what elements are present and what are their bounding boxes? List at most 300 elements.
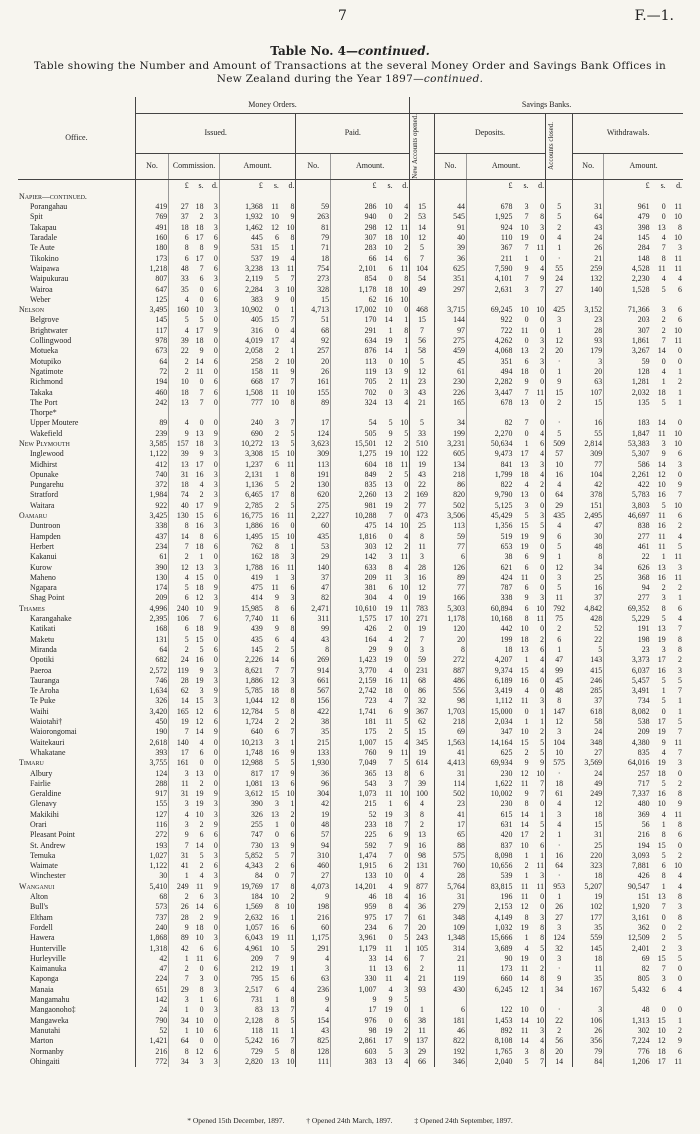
table-cell: 199 xyxy=(467,635,514,645)
table-cell: 3,506 xyxy=(434,511,466,521)
table-cell: 63 xyxy=(573,377,604,387)
table-cell: 3,495 xyxy=(135,305,168,315)
table-cell: 12 xyxy=(195,706,204,716)
table-cell: 3,491 xyxy=(604,686,651,696)
table-cell xyxy=(546,408,573,418)
table-cell: · xyxy=(546,964,573,974)
table-cell: 2 xyxy=(290,717,295,727)
table-cell: 9 xyxy=(199,449,204,459)
table-cell: 77 xyxy=(434,542,466,552)
table-cell: 8 xyxy=(199,243,204,253)
table-cell: 1,886 xyxy=(219,521,263,531)
table-cell: 110 xyxy=(467,233,514,243)
table-cell: 11 xyxy=(536,614,545,624)
table-cell xyxy=(190,408,205,418)
table-row xyxy=(18,387,683,397)
table-cell: 8 xyxy=(524,912,529,922)
table-cell: 99 xyxy=(296,624,331,634)
table-cell: 130 xyxy=(296,480,331,490)
table-cell: 14 xyxy=(410,223,435,233)
table-cell: 8 xyxy=(290,233,295,243)
office-name: Kurow xyxy=(30,562,52,572)
table-cell: 194 xyxy=(604,840,651,850)
table-cell: 309 xyxy=(296,449,331,459)
table-cell: 34 xyxy=(546,985,573,995)
table-cell: 113 xyxy=(296,459,331,469)
table-cell: 338 xyxy=(467,593,514,603)
table-cell: 1 xyxy=(661,552,666,562)
table-cell: 634 xyxy=(331,336,378,346)
table-cell: 13 xyxy=(384,366,393,376)
office-name: Pleasant Point xyxy=(30,830,75,840)
table-cell: 1 xyxy=(540,717,545,727)
table-cell: 13 xyxy=(384,1056,393,1066)
table-cell: 11 xyxy=(271,387,279,397)
table-cell: 3 xyxy=(290,552,295,562)
table-cell: 556 xyxy=(434,686,466,696)
table-cell: 144 xyxy=(434,315,466,325)
table-cell: 7 xyxy=(290,274,295,284)
table-cell: 2 xyxy=(404,212,409,222)
office-name: Ngatimote xyxy=(30,366,64,376)
table-cell: 0 xyxy=(540,1005,545,1015)
table-cell: 0 xyxy=(213,634,218,644)
table-cell: 6 xyxy=(213,387,218,397)
table-cell: 19 xyxy=(384,603,393,613)
table-cell: 14 xyxy=(520,1036,529,1046)
table-cell: 0 xyxy=(213,552,218,562)
table-cell: 0 xyxy=(213,397,218,407)
table-cell: 19 xyxy=(657,727,666,737)
table-cell: 43 xyxy=(296,635,331,645)
table-cell: 1 xyxy=(524,933,529,943)
table-cell: 2,572 xyxy=(135,665,168,675)
table-cell: 4 xyxy=(404,737,409,747)
table-cell: 9 xyxy=(331,995,378,1005)
table-cell: 1 xyxy=(546,892,573,902)
table-cell: 37 xyxy=(573,593,604,603)
table-cell: 2,101 xyxy=(331,264,378,274)
table-cell: 494 xyxy=(467,367,514,377)
table-cell xyxy=(573,995,604,1005)
table-cell: 4,262 xyxy=(467,336,514,346)
table-cell: 420 xyxy=(467,830,514,840)
table-cell: 1,027 xyxy=(135,851,168,861)
table-cell: 12 xyxy=(546,717,573,727)
table-cell: 16 xyxy=(573,418,604,428)
office-name: Whakatane xyxy=(30,747,66,757)
table-cell: 9 xyxy=(540,274,545,284)
table-cell: 367 xyxy=(410,707,435,717)
table-cell: 3,612 xyxy=(219,789,263,799)
table-cell: 4 xyxy=(290,253,295,263)
table-cell: 3 xyxy=(290,572,295,582)
table-cell: 302 xyxy=(604,1026,651,1036)
table-cell: 3 xyxy=(573,1005,604,1015)
table-cell: 3 xyxy=(410,552,435,562)
table-cell: 20 xyxy=(573,367,604,377)
table-cell: 11 xyxy=(400,552,409,562)
table-cell: 1 xyxy=(290,737,295,747)
table-cell: 15 xyxy=(195,511,204,521)
table-cell: 4 xyxy=(388,984,393,994)
table-cell: 8 xyxy=(169,243,190,253)
table-cell: 419 xyxy=(219,573,263,583)
table-cell: 52 xyxy=(573,624,604,634)
table-cell: 1,122 xyxy=(135,861,168,871)
table-cell: 3 xyxy=(213,222,218,232)
table-cell: 10 xyxy=(400,418,409,428)
table-cell: 17 xyxy=(271,881,279,891)
table-cell: 1 xyxy=(678,1015,682,1025)
table-cell: 0 xyxy=(290,294,295,304)
table-row xyxy=(18,480,683,490)
table-cell: 614 xyxy=(410,758,435,768)
table-cell: 3 xyxy=(540,696,545,706)
office-name: Marton xyxy=(30,1036,54,1046)
table-cell xyxy=(280,192,296,202)
table-cell: 1,915 xyxy=(331,861,378,871)
table-cell: 14 xyxy=(384,346,393,356)
table-cell: 5 xyxy=(404,428,409,438)
table-cell: 5 xyxy=(678,953,682,963)
table-cell: 5 xyxy=(410,243,435,253)
table-cell: 1 xyxy=(410,1005,435,1015)
office-name: Mangamahu xyxy=(30,995,70,1005)
table-cell: 7 xyxy=(199,263,204,273)
table-cell: 15 xyxy=(657,840,666,850)
table-cell: 21 xyxy=(434,954,466,964)
table-cell: 1,356 xyxy=(467,521,514,531)
table-cell: 15 xyxy=(195,572,204,582)
table-cell: 8 xyxy=(678,634,682,644)
table-cell xyxy=(513,192,529,202)
table-cell: 113 xyxy=(331,356,378,366)
table-cell: 36 xyxy=(296,768,331,778)
table-cell: 291 xyxy=(331,326,378,336)
table-cell: 9 xyxy=(290,366,295,376)
table-cell: 5 xyxy=(661,284,666,294)
table-cell: 2 xyxy=(678,655,682,665)
table-cell: 16 xyxy=(195,521,204,531)
table-cell: 160 xyxy=(169,305,190,315)
table-cell: 7,881 xyxy=(604,861,651,871)
table-cell: 30 xyxy=(573,532,604,542)
table-cell: 57 xyxy=(546,449,573,459)
table-cell: 177 xyxy=(573,913,604,923)
table-cell: 8 xyxy=(661,603,666,613)
table-cell: 11 xyxy=(286,511,295,521)
office-name: Herbert xyxy=(30,541,55,551)
table-cell: 9 xyxy=(388,428,393,438)
table-cell: 8 xyxy=(524,799,529,809)
table-cell: 4 xyxy=(404,397,409,407)
table-cell: 19 xyxy=(169,717,190,727)
table-cell: 9 xyxy=(524,758,529,768)
table-cell: 975 xyxy=(331,913,378,923)
table-cell: 7 xyxy=(540,789,545,799)
table-cell: 356 xyxy=(573,1036,604,1046)
table-row xyxy=(18,737,683,747)
table-cell: 4 xyxy=(546,521,573,531)
table-cell: 10 xyxy=(271,212,279,222)
table-cell: 2,618 xyxy=(135,737,168,747)
table-cell xyxy=(394,192,410,202)
table-cell: 236 xyxy=(296,985,331,995)
table-cell: 7 xyxy=(290,665,295,675)
table-row xyxy=(18,974,683,984)
table-cell: 914 xyxy=(296,665,331,675)
table-cell: 240 xyxy=(169,604,190,614)
table-cell: 13 xyxy=(271,439,279,448)
table-cell: 18 xyxy=(195,202,204,212)
table-cell: 6 xyxy=(524,583,529,593)
table-cell: 122 xyxy=(467,1005,514,1015)
table-cell: 93 xyxy=(573,336,604,346)
table-cell: 41 xyxy=(434,810,466,820)
table-cell: 42 xyxy=(296,799,331,809)
table-cell: 2,119 xyxy=(219,274,263,284)
table-cell: 475 xyxy=(219,583,263,593)
table-cell: 119 xyxy=(169,665,190,675)
table-cell: 14,164 xyxy=(467,737,514,747)
table-cell: 9,374 xyxy=(467,665,514,675)
table-row xyxy=(18,840,683,850)
table-cell: 307 xyxy=(331,233,378,243)
table-cell: 16 xyxy=(271,562,279,572)
table-cell: 0 xyxy=(404,511,409,521)
table-cell: 140 xyxy=(169,737,190,747)
table-cell: 7 xyxy=(404,912,409,922)
table-cell: 198 xyxy=(604,635,651,645)
table-cell: 10 xyxy=(195,603,204,613)
table-cell: 1,748 xyxy=(219,748,263,758)
table-cell: 837 xyxy=(467,840,514,850)
table-cell: 19 xyxy=(384,655,393,665)
table-cell: 10 xyxy=(400,449,409,459)
table-cell: 145 xyxy=(573,943,604,953)
table-cell: 124 xyxy=(135,768,168,778)
table-cell: 3 xyxy=(678,902,682,912)
table-cell: 19 xyxy=(520,541,529,551)
table-cell: 1,932 xyxy=(219,212,263,222)
table-cell: 7 xyxy=(410,954,435,964)
table-cell: 486 xyxy=(434,676,466,686)
table-cell: 6,043 xyxy=(219,933,263,943)
table-cell: 4 xyxy=(169,573,190,583)
office-name: Timaru xyxy=(19,758,44,768)
table-cell: 66 xyxy=(331,254,378,264)
table-cell: 91 xyxy=(434,223,466,233)
office-name: Alton xyxy=(30,892,48,902)
table-cell: 760 xyxy=(434,861,466,871)
table-cell: 0 xyxy=(404,593,409,603)
table-cell: 66 xyxy=(410,1057,435,1067)
table-row xyxy=(18,892,683,902)
table-cell: 13 xyxy=(520,397,529,407)
table-cell: 4 xyxy=(388,593,393,603)
table-cell: 661 xyxy=(296,676,331,686)
table-cell: 5 xyxy=(546,583,573,593)
office-name: Orari xyxy=(30,819,47,829)
office-name: Collingwood xyxy=(30,336,72,346)
table-cell: 167 xyxy=(573,985,604,995)
table-cell: 3 xyxy=(213,665,218,675)
table-cell: 17 xyxy=(271,768,279,778)
table-cell: 15,666 xyxy=(467,933,514,943)
office-name: Te Puke xyxy=(30,696,56,706)
table-cell: 13 xyxy=(384,768,393,778)
table-cell: 2 xyxy=(404,490,409,500)
table-subtitle-continued: continued. xyxy=(423,73,484,85)
table-cell: 734 xyxy=(604,696,651,706)
table-cell: 285 xyxy=(573,686,604,696)
table-cell: 2 xyxy=(678,850,682,860)
table-row xyxy=(18,954,683,964)
table-cell: 140 xyxy=(573,284,604,294)
table-cell: 9 xyxy=(388,747,393,757)
table-cell: 156 xyxy=(296,696,331,706)
table-cell: 760 xyxy=(331,748,378,758)
table-cell xyxy=(546,995,573,1005)
table-cell: 23 xyxy=(604,645,651,655)
table-cell: · xyxy=(546,1005,573,1015)
table-cell: 9 xyxy=(213,686,218,696)
table-cell: 0 xyxy=(678,469,682,479)
table-cell: 961 xyxy=(604,202,651,212)
table-cell: 2,128 xyxy=(219,1015,263,1025)
table-cell: 4 xyxy=(678,274,682,284)
table-cell: 10 xyxy=(520,1005,529,1015)
office-name: Takaka xyxy=(30,387,53,397)
table-cell: 18 xyxy=(195,439,204,448)
table-cell: 0 xyxy=(661,912,666,922)
table-cell: 191 xyxy=(296,470,331,480)
table-cell: 117 xyxy=(135,326,168,336)
table-cell: 0 xyxy=(540,562,545,572)
table-cell: 362 xyxy=(604,923,651,933)
table-cell: 7,740 xyxy=(219,614,263,624)
table-cell: 0 xyxy=(199,284,204,294)
table-cell: 4 xyxy=(404,1056,409,1066)
table-cell: 157 xyxy=(169,439,190,449)
table-cell: 4 xyxy=(290,325,295,335)
table-cell: 35 xyxy=(573,974,604,984)
table-cell: 77 xyxy=(573,459,604,469)
table-cell: 8 xyxy=(290,469,295,479)
office-name: Makikihi xyxy=(30,809,59,819)
table-cell: 13 xyxy=(657,624,666,634)
table-cell: 1,136 xyxy=(219,480,263,490)
table-cell: 435 xyxy=(546,511,573,521)
table-cell: 18 xyxy=(169,387,190,397)
table-cell: 64 xyxy=(135,645,168,655)
table-cell: 4 xyxy=(540,665,545,675)
table-cell: 1,421 xyxy=(135,1036,168,1046)
table-cell: 6 xyxy=(274,634,279,644)
table-cell: 633 xyxy=(331,562,378,572)
table-cell: 3 xyxy=(169,768,190,778)
office-name: Bull's xyxy=(30,902,49,912)
table-cell: 7 xyxy=(290,871,295,881)
table-cell: 9 xyxy=(213,603,218,613)
table-cell: 0 xyxy=(199,1005,204,1015)
table-cell: 531 xyxy=(219,243,263,253)
table-cell: 37 xyxy=(296,573,331,583)
table-cell: 19 xyxy=(410,593,435,603)
table-cell: 3,420 xyxy=(135,707,168,717)
table-cell: 1 xyxy=(169,954,190,964)
table-cell: 4,528 xyxy=(604,264,651,274)
table-cell: 11 xyxy=(286,562,295,572)
footnotes xyxy=(0,1116,700,1125)
table-cell: 1 xyxy=(404,346,409,356)
table-cell xyxy=(667,295,683,305)
table-cell: 8 xyxy=(274,603,279,613)
table-cell: 8 xyxy=(678,912,682,922)
table-cell: 2,742 xyxy=(331,686,378,696)
table-cell: 15 xyxy=(520,665,529,675)
table-cell xyxy=(135,192,168,202)
table-cell: 2 xyxy=(524,747,529,757)
table-cell: 0 xyxy=(213,768,218,778)
table-cell: 35 xyxy=(573,923,604,933)
table-cell: 1 xyxy=(388,799,393,809)
table-cell: 11 xyxy=(271,1025,279,1035)
table-cell: 56 xyxy=(410,336,435,346)
table-cell: 1 xyxy=(678,696,682,706)
table-cell: 7 xyxy=(540,284,545,294)
table-cell: 940 xyxy=(331,212,378,222)
table-row xyxy=(18,202,683,212)
table-cell: 257 xyxy=(296,346,331,356)
table-row xyxy=(18,810,683,820)
unit-pence: d. xyxy=(402,180,409,190)
table-cell: 10 xyxy=(536,1015,545,1025)
table-cell: 7 xyxy=(661,336,666,346)
table-cell: 89 xyxy=(434,573,466,583)
table-cell: 4,380 xyxy=(604,737,651,747)
table-cell: 425 xyxy=(546,305,573,315)
table-cell xyxy=(667,192,683,202)
table-cell: 215 xyxy=(331,799,378,809)
table-cell: 12 xyxy=(384,439,393,448)
table-cell: 16 xyxy=(573,583,604,593)
table-cell: 4 xyxy=(678,871,682,881)
table-cell: 47 xyxy=(546,655,573,665)
table-cell: 5 xyxy=(661,778,666,788)
table-cell: 9 xyxy=(274,593,279,603)
table-cell: 65 xyxy=(434,830,466,840)
table-cell: 249 xyxy=(573,789,604,799)
table-cell: 131 xyxy=(410,861,435,871)
table-cell: 5 xyxy=(169,635,190,645)
table-cell: 575 xyxy=(546,758,573,768)
table-cell xyxy=(467,295,514,305)
table-cell: 11 xyxy=(384,943,393,953)
table-cell: 165 xyxy=(434,398,466,408)
table-cell: 1,007 xyxy=(331,737,378,747)
office-name: Fairlie xyxy=(30,778,51,788)
table-cell: 0 xyxy=(213,336,218,346)
table-cell: 79 xyxy=(296,233,331,243)
table-cell: 4 xyxy=(404,531,409,541)
table-cell: 0 xyxy=(524,706,529,716)
table-cell: 922 xyxy=(135,501,168,511)
table-cell: 68 xyxy=(410,676,435,686)
table-cell: 1,724 xyxy=(219,717,263,727)
table-cell: 1,528 xyxy=(604,284,651,294)
